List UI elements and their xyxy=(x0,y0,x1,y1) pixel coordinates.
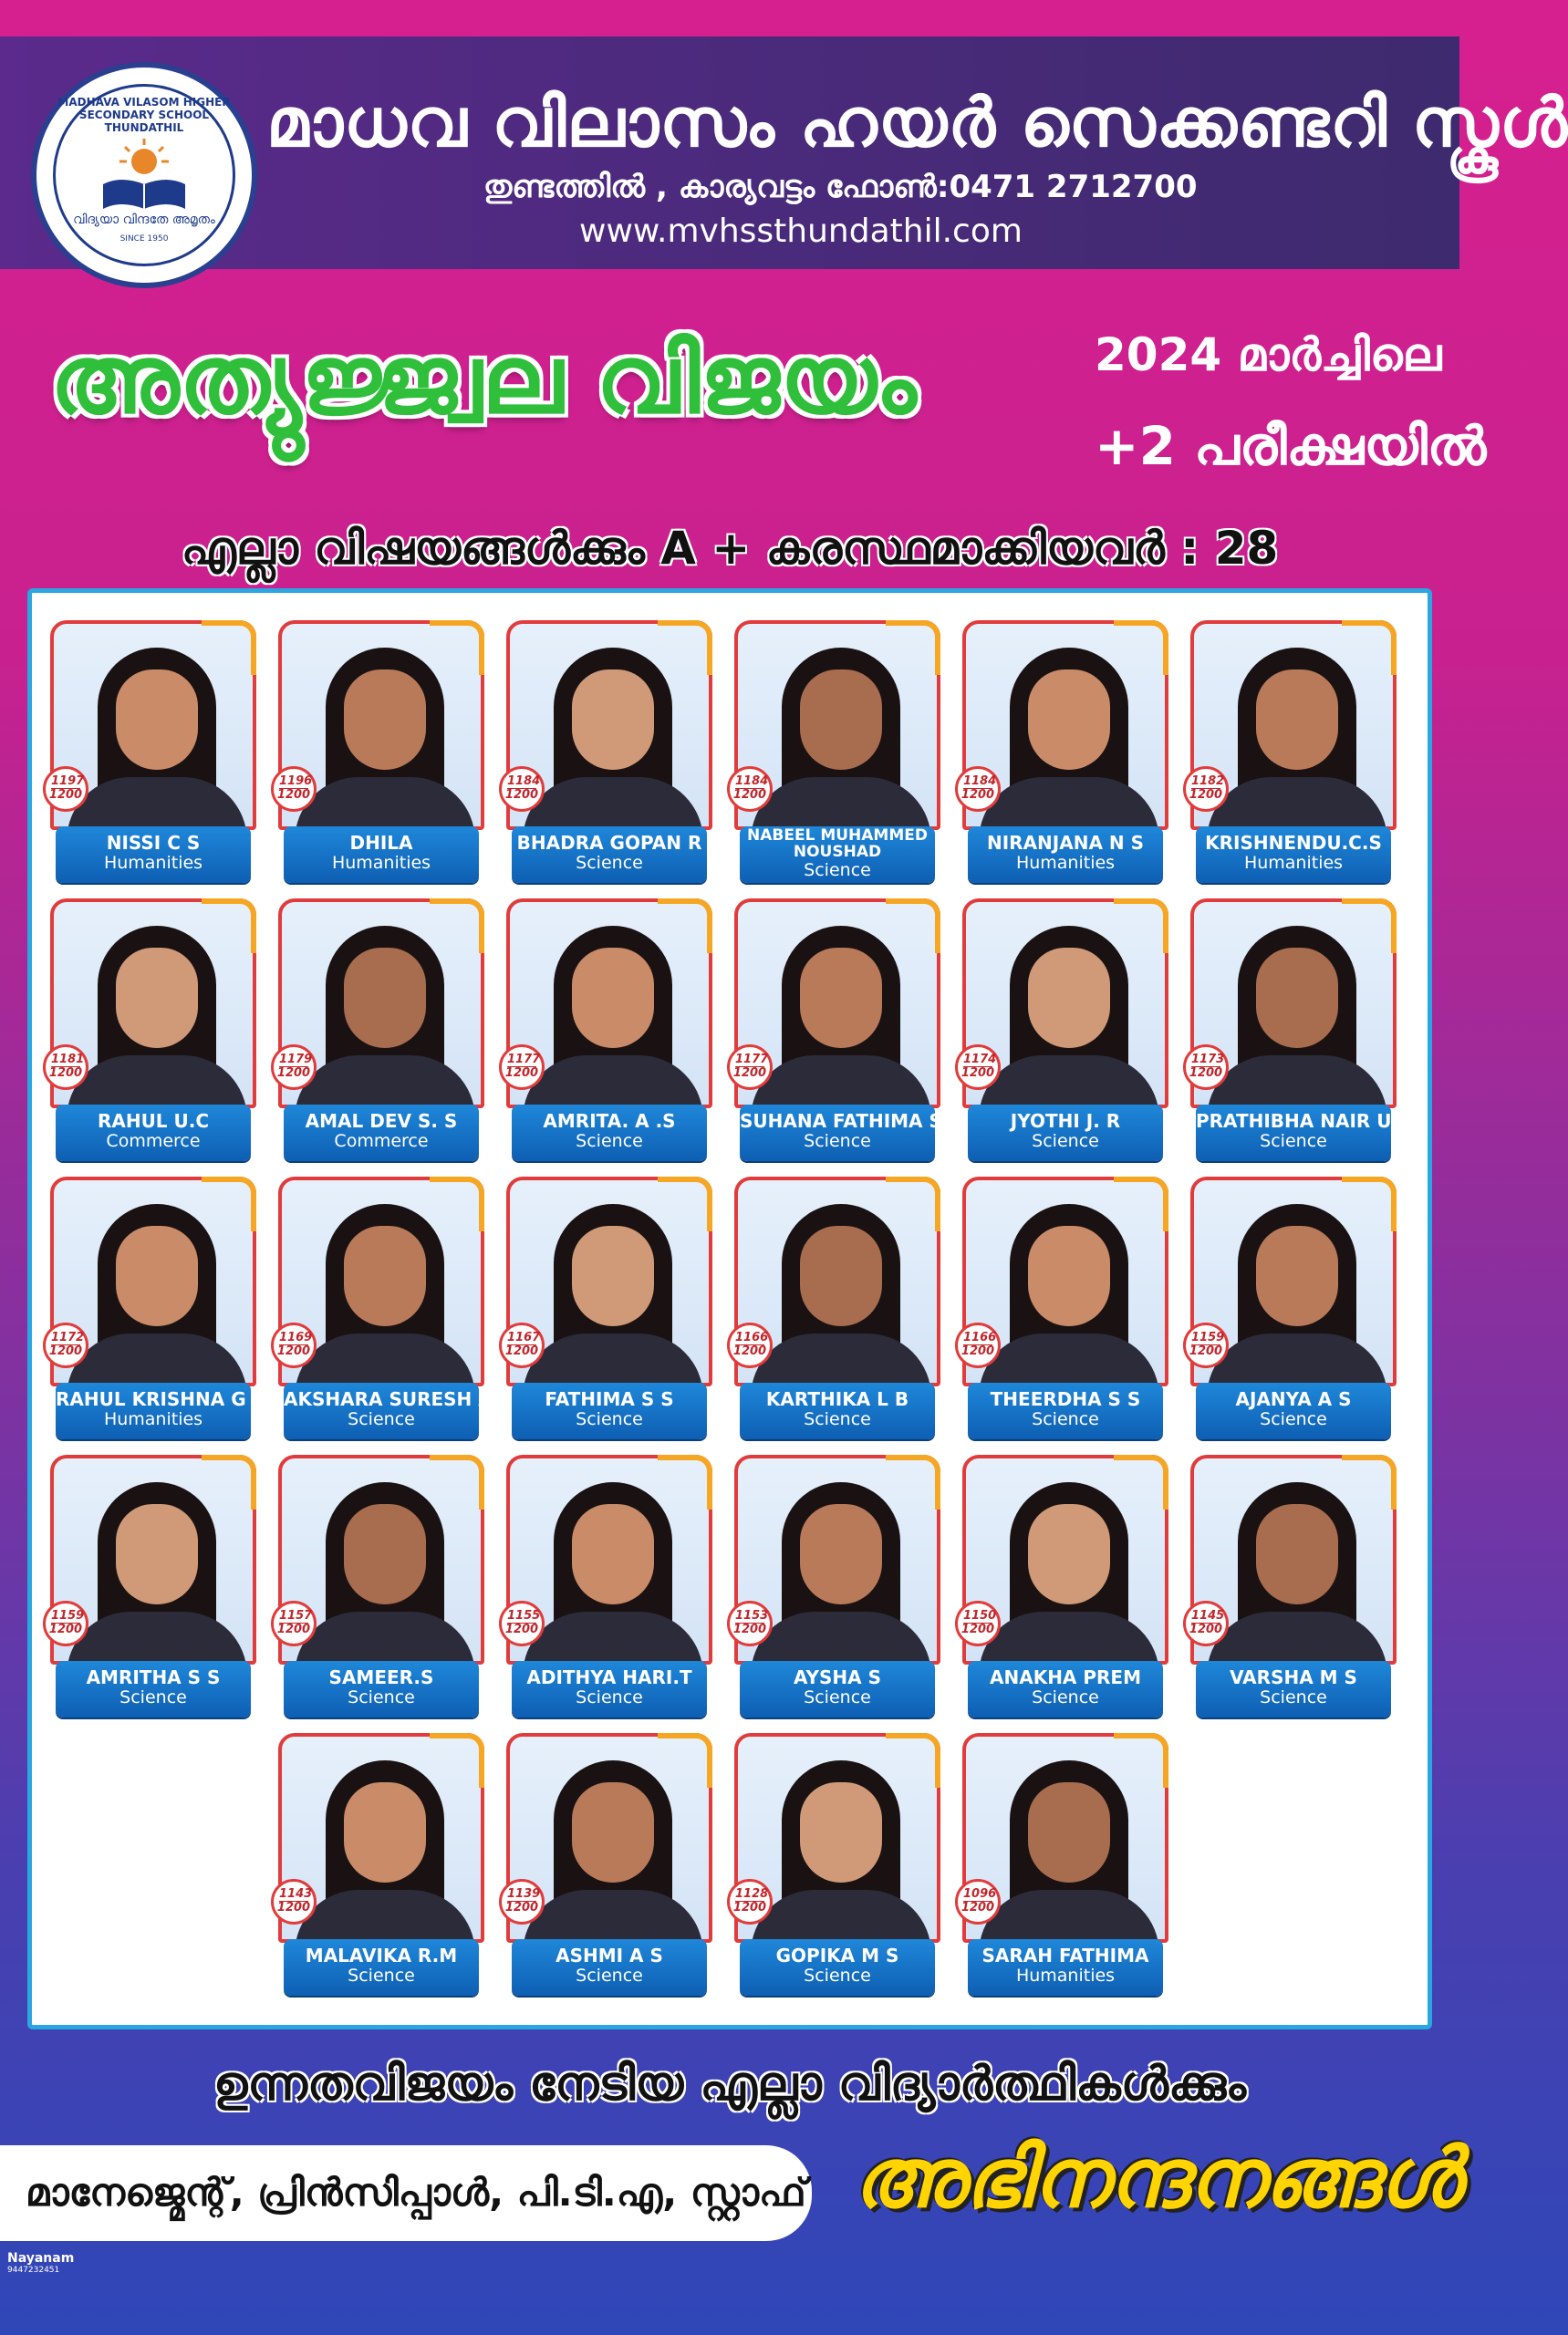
student-name-label xyxy=(56,826,251,883)
student-card xyxy=(506,1733,716,2002)
student-stream: Science xyxy=(576,1409,643,1429)
student-card xyxy=(734,1177,944,1446)
logo-since: SINCE 1950 xyxy=(119,234,169,244)
student-name: MALAVIKA R.M xyxy=(305,1945,458,1967)
student-name-label xyxy=(512,1383,707,1439)
student-card xyxy=(506,1177,716,1446)
score-badge xyxy=(955,1323,1001,1368)
score-total: 1200 xyxy=(48,787,83,802)
score-badge xyxy=(43,1601,88,1646)
student-name-label xyxy=(284,1383,493,1439)
score-badge xyxy=(271,1601,317,1646)
student-card xyxy=(276,1177,493,1446)
score-total: 1200 xyxy=(1189,1344,1223,1358)
student-stream: Science xyxy=(804,1687,871,1707)
student-name-label xyxy=(1196,1661,1391,1718)
score-total: 1200 xyxy=(961,1065,995,1080)
score-total: 1200 xyxy=(961,787,995,802)
student-name: KARTHIKA L B xyxy=(765,1388,909,1410)
aplus-count-line: എല്ലാ വിഷയങ്ങൾക്കും A + കരസ്ഥമാക്കിയവർ : 28 xyxy=(181,522,1279,575)
student-name-label xyxy=(968,1661,1163,1718)
score-value: 1096 xyxy=(963,1887,997,1901)
student-card xyxy=(734,1733,944,2002)
score-total: 1200 xyxy=(504,787,539,802)
student-card xyxy=(506,1455,716,1724)
score-value: 1177 xyxy=(735,1053,769,1066)
score-total: 1200 xyxy=(48,1065,83,1080)
credit-name: Nayanam xyxy=(7,2251,75,2266)
score-total: 1200 xyxy=(276,1344,311,1358)
student-name-label xyxy=(740,1383,935,1439)
student-stream: Science xyxy=(1260,1131,1327,1151)
score-badge xyxy=(271,766,317,812)
student-name: SAMEER.S xyxy=(328,1666,434,1688)
student-card xyxy=(506,898,716,1168)
student-name: ANAKHA PREM xyxy=(990,1666,1141,1688)
logo-motto: വിദ്യയാ വിന്ദതേ അമൃതം xyxy=(73,213,215,227)
student-card xyxy=(50,620,260,889)
student-name: AYSHA S xyxy=(793,1666,882,1688)
score-value: 1174 xyxy=(963,1053,997,1066)
greeting-text: അഭിനന്ദനങ്ങൾ xyxy=(853,2130,1461,2226)
student-stream: Commerce xyxy=(106,1131,201,1151)
score-badge xyxy=(43,766,88,812)
score-total: 1200 xyxy=(732,1344,767,1358)
student-name: RAHUL KRISHNA G R xyxy=(56,1388,267,1410)
student-name-label xyxy=(740,826,935,883)
student-name-label xyxy=(284,1105,479,1161)
student-name-label xyxy=(1196,826,1391,883)
student-card xyxy=(1190,1455,1400,1724)
student-name-label xyxy=(512,1661,707,1718)
student-stream: Science xyxy=(804,1409,871,1429)
score-total: 1200 xyxy=(732,1900,767,1915)
student-name: PRATHIBHA NAIR U xyxy=(1196,1110,1392,1132)
student-card xyxy=(278,620,488,889)
student-stream: Science xyxy=(576,853,643,873)
student-name: AKSHARA SURESH A xyxy=(284,1388,493,1410)
student-name-label xyxy=(740,1939,935,1996)
student-stream: Science xyxy=(1032,1131,1099,1151)
student-name-label xyxy=(1196,1383,1391,1439)
score-value: 1145 xyxy=(1191,1609,1225,1623)
student-name: FATHIMA S S xyxy=(545,1388,674,1410)
student-name-label xyxy=(740,1105,965,1161)
student-name-label xyxy=(56,1661,251,1718)
score-total: 1200 xyxy=(1189,787,1223,802)
score-value: 1150 xyxy=(963,1609,997,1623)
score-value: 1173 xyxy=(1191,1053,1225,1066)
score-total: 1200 xyxy=(1189,1065,1223,1080)
score-badge xyxy=(499,1879,545,1925)
student-name: NABEEL MUHAMMED NOUSHAD xyxy=(747,826,928,861)
student-stream: Humanities xyxy=(103,1409,203,1429)
score-value: 1157 xyxy=(279,1609,313,1623)
student-name-label xyxy=(968,1105,1163,1161)
student-card xyxy=(1190,620,1400,889)
score-badge xyxy=(499,1323,545,1368)
score-total: 1200 xyxy=(961,1344,995,1358)
student-name-label xyxy=(56,1105,251,1161)
student-card xyxy=(278,898,488,1168)
student-card xyxy=(962,898,1172,1168)
student-stream: Science xyxy=(804,859,871,880)
student-name-label xyxy=(512,1939,707,1996)
score-badge xyxy=(955,1879,1001,1925)
student-stream: Humanities xyxy=(331,853,431,873)
score-badge xyxy=(271,1879,317,1925)
student-name: AMRITA. A .S xyxy=(543,1110,676,1132)
student-name-label xyxy=(284,826,479,883)
student-name: SARAH FATHIMA xyxy=(981,1945,1149,1967)
school-address: തുണ്ടത്തിൽ , കാര്യവട്ടം ഫോൺ:0471 2712700 xyxy=(483,169,1198,205)
score-badge xyxy=(43,1044,88,1090)
student-name: KRISHNENDU.C.S xyxy=(1205,832,1382,854)
score-value: 1128 xyxy=(735,1887,769,1901)
student-name: BHADRA GOPAN R xyxy=(516,832,702,854)
designer-credit xyxy=(7,2251,74,2275)
score-value: 1197 xyxy=(51,774,85,788)
credit-phone: 9447232451 xyxy=(7,2266,60,2275)
student-card xyxy=(734,620,944,889)
score-value: 1159 xyxy=(51,1609,85,1623)
student-name: THEERDHA S S xyxy=(990,1388,1141,1410)
score-badge xyxy=(955,1601,1001,1646)
student-name: JYOTHI J. R xyxy=(1010,1110,1121,1132)
score-value: 1143 xyxy=(279,1887,313,1901)
student-card xyxy=(48,1177,267,1446)
score-total: 1200 xyxy=(48,1344,83,1358)
student-stream: Science xyxy=(348,1687,415,1707)
student-stream: Science xyxy=(1260,1409,1327,1429)
student-name: SUHANA FATHIMA S.H xyxy=(740,1110,965,1132)
student-card xyxy=(732,898,965,1168)
school-logo xyxy=(31,62,257,288)
student-card xyxy=(50,1455,260,1724)
student-name-label xyxy=(740,1661,935,1718)
student-name: AMRITHA S S xyxy=(86,1666,221,1688)
score-total: 1200 xyxy=(732,1065,767,1080)
score-badge xyxy=(499,1601,545,1646)
congrats-line: ഉന്നതവിജയം നേടിയ എല്ലാ വിദ്യാർത്ഥികൾക്കും xyxy=(213,2057,1247,2112)
score-value: 1159 xyxy=(1191,1331,1225,1344)
student-name: ADITHYA HARI.T xyxy=(526,1666,692,1688)
student-stream: Science xyxy=(1032,1409,1099,1429)
student-card xyxy=(734,1455,944,1724)
score-total: 1200 xyxy=(504,1344,539,1358)
open-book-sun-icon xyxy=(94,134,194,216)
score-total: 1200 xyxy=(48,1622,83,1636)
student-card xyxy=(278,1455,488,1724)
score-value: 1184 xyxy=(735,774,769,788)
score-value: 1169 xyxy=(279,1331,313,1344)
student-stream: Science xyxy=(348,1409,415,1429)
score-badge xyxy=(955,766,1001,812)
student-card xyxy=(1190,898,1400,1168)
score-total: 1200 xyxy=(276,1622,311,1636)
score-badge xyxy=(955,1044,1001,1090)
student-name-label xyxy=(512,1105,707,1161)
score-total: 1200 xyxy=(961,1900,995,1915)
score-badge xyxy=(727,1323,773,1368)
student-card xyxy=(962,1455,1172,1724)
score-value: 1184 xyxy=(507,774,541,788)
score-total: 1200 xyxy=(276,787,311,802)
exam-line-1: 2024 മാർച്ചിലെ xyxy=(1095,328,1442,381)
student-name-label xyxy=(284,1939,479,1996)
score-total: 1200 xyxy=(504,1622,539,1636)
score-badge xyxy=(271,1323,317,1368)
student-name: GOPIKA M S xyxy=(775,1945,899,1967)
student-name: RAHUL U.C xyxy=(97,1110,210,1132)
student-stream: Science xyxy=(119,1687,187,1707)
score-value: 1172 xyxy=(51,1331,85,1344)
student-stream: Science xyxy=(1260,1687,1327,1707)
school-website[interactable]: www.mvhssthundathil.com xyxy=(579,213,1023,250)
student-stream: Science xyxy=(576,1966,643,1986)
student-stream: Humanities xyxy=(1243,853,1344,873)
student-name-label xyxy=(512,826,707,883)
student-name: NIRANJANA N S xyxy=(986,832,1144,854)
score-badge xyxy=(43,1323,88,1368)
score-badge xyxy=(499,1044,545,1090)
score-badge xyxy=(727,1044,773,1090)
score-badge xyxy=(727,1879,773,1925)
score-value: 1196 xyxy=(279,774,313,788)
student-card xyxy=(50,898,260,1168)
students-grid xyxy=(32,593,1428,2025)
student-card xyxy=(506,620,716,889)
student-stream: Science xyxy=(804,1131,871,1151)
management-text: മാനേജ്മെന്റ്, പ്രിൻസിപ്പാൾ, പി.ടി.എ, സ്റ്റാഫ് xyxy=(26,2170,806,2215)
score-badge xyxy=(1183,1044,1229,1090)
score-value: 1179 xyxy=(279,1053,313,1066)
school-name: മാധവ വിലാസം ഹയർ സെക്കണ്ടറി സ്കൂൾ xyxy=(266,84,1568,162)
score-total: 1200 xyxy=(961,1622,995,1636)
score-badge xyxy=(1183,1601,1229,1646)
score-badge xyxy=(727,1601,773,1646)
logo-emblem xyxy=(53,84,235,266)
student-stream: Science xyxy=(1032,1687,1099,1707)
headline-title: അത്യുജ്ജ്വല വിജയം xyxy=(50,324,917,435)
score-badge xyxy=(499,766,545,812)
score-badge xyxy=(727,766,773,812)
student-name-label xyxy=(56,1383,267,1439)
score-badge xyxy=(1183,766,1229,812)
student-card xyxy=(962,1733,1172,2002)
student-name: AMAL DEV S. S xyxy=(305,1110,458,1132)
student-card xyxy=(962,1177,1172,1446)
student-name-label xyxy=(1196,1105,1391,1161)
score-total: 1200 xyxy=(732,1622,767,1636)
score-total: 1200 xyxy=(276,1900,311,1915)
student-stream: Science xyxy=(576,1687,643,1707)
score-value: 1182 xyxy=(1191,774,1225,788)
score-total: 1200 xyxy=(276,1065,311,1080)
score-badge xyxy=(271,1044,317,1090)
score-value: 1166 xyxy=(735,1331,769,1344)
student-name-label xyxy=(968,1383,1163,1439)
student-stream: Commerce xyxy=(334,1131,429,1151)
score-badge xyxy=(1183,1323,1229,1368)
score-value: 1167 xyxy=(507,1331,541,1344)
student-name-label xyxy=(284,1661,479,1718)
student-name: DHILA xyxy=(349,832,413,854)
student-stream: Science xyxy=(348,1966,415,1986)
management-box xyxy=(0,2145,812,2241)
student-name: AJANYA A S xyxy=(1235,1388,1352,1410)
score-total: 1200 xyxy=(504,1900,539,1915)
student-stream: Humanities xyxy=(1015,1966,1116,1986)
student-stream: Science xyxy=(804,1966,871,1986)
student-card xyxy=(1190,1177,1400,1446)
student-name: ASHMI A S xyxy=(556,1945,663,1967)
score-value: 1184 xyxy=(963,774,997,788)
student-name: VARSHA M S xyxy=(1230,1666,1357,1688)
student-stream: Science xyxy=(576,1131,643,1151)
score-total: 1200 xyxy=(1189,1622,1223,1636)
student-stream: Humanities xyxy=(1015,853,1116,873)
student-card xyxy=(962,620,1172,889)
students-panel xyxy=(27,588,1432,2029)
score-value: 1139 xyxy=(507,1887,541,1901)
score-value: 1166 xyxy=(963,1331,997,1344)
score-value: 1181 xyxy=(51,1053,85,1066)
student-name-label xyxy=(968,826,1163,883)
score-total: 1200 xyxy=(504,1065,539,1080)
score-total: 1200 xyxy=(732,787,767,802)
student-card xyxy=(278,1733,488,2002)
student-name: NISSI C S xyxy=(106,832,201,854)
score-value: 1177 xyxy=(507,1053,541,1066)
score-value: 1155 xyxy=(507,1609,541,1623)
score-value: 1153 xyxy=(735,1609,769,1623)
exam-line-2: +2 പരീക്ഷയിൽ xyxy=(1095,415,1487,477)
student-stream: Humanities xyxy=(103,853,203,873)
student-name-label xyxy=(968,1939,1163,1996)
logo-ring-text: MADHAVA VILASOM HIGHER SECONDARY SCHOOL THUNDATHIL xyxy=(57,96,231,134)
